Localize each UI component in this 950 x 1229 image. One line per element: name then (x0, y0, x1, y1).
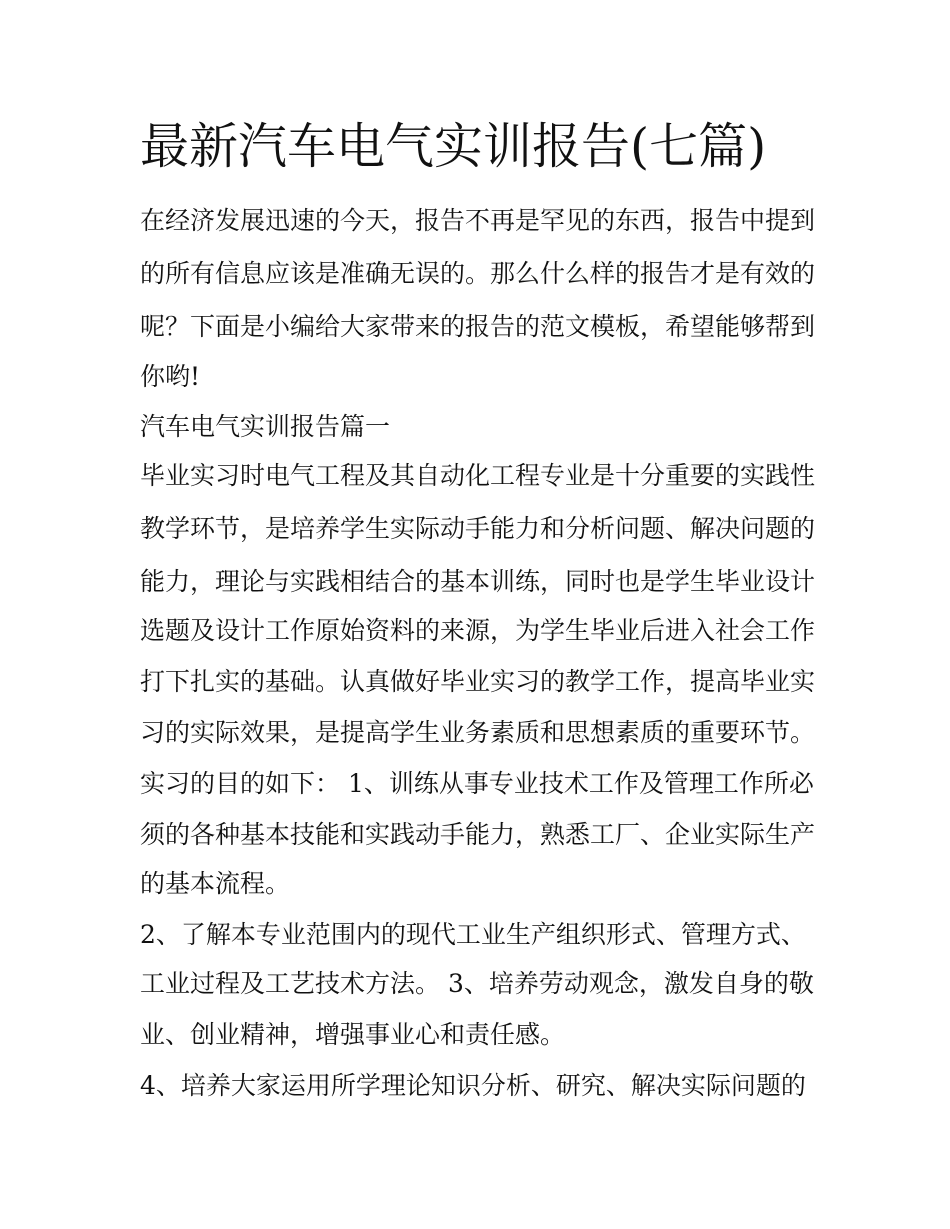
paragraph-line: 毕业实习时电气工程及其自动化工程专业是十分重要的实践性 (140, 461, 816, 490)
paragraph-line: 的基本流程。 (140, 869, 291, 898)
section-heading: 汽车电气实训报告篇一 (140, 412, 391, 441)
paragraph-line: 的所有信息应该是准确无误的。那么什么样的报告才是有效的 (140, 259, 816, 288)
paragraph-line: 你哟! (140, 362, 201, 391)
paragraph-line: 选题及设计工作原始资料的来源，为学生毕业后进入社会工作 (140, 616, 816, 645)
document-title: 最新汽车电气实训报告(七篇) (140, 118, 767, 175)
paragraph-line: 须的各种基本技能和实践动手能力，熟悉工厂、企业实际生产 (140, 820, 816, 849)
paragraph-line: 工业过程及工艺技术方法。 3、培养劳动观念，激发自身的敬 (140, 969, 814, 998)
paragraph-line: 打下扎实的基础。认真做好毕业实习的教学工作，提高毕业实 (140, 667, 816, 696)
paragraph-line: 教学环节，是培养学生实际动手能力和分析问题、解决问题的 (140, 514, 816, 543)
paragraph-line: 能力，理论与实践相结合的基本训练，同时也是学生毕业设计 (140, 567, 816, 596)
paragraph-line: 2、了解本专业范围内的现代工业生产组织形式、管理方式、 (140, 920, 806, 949)
paragraph-line: 实习的目的如下： 1、训练从事专业技术工作及管理工作所必 (140, 769, 814, 798)
paragraph-line: 业、创业精神，增强事业心和责任感。 (140, 1020, 566, 1049)
paragraph-line: 4、培养大家运用所学理论知识分析、研究、解决实际问题的 (140, 1071, 806, 1100)
paragraph-line: 在经济发展迅速的今天，报告不再是罕见的东西，报告中提到 (140, 206, 816, 235)
paragraph-line: 习的实际效果，是提高学生业务素质和思想素质的重要环节。 (140, 718, 816, 747)
paragraph-line: 呢？下面是小编给大家带来的报告的范文模板，希望能够帮到 (140, 312, 816, 341)
